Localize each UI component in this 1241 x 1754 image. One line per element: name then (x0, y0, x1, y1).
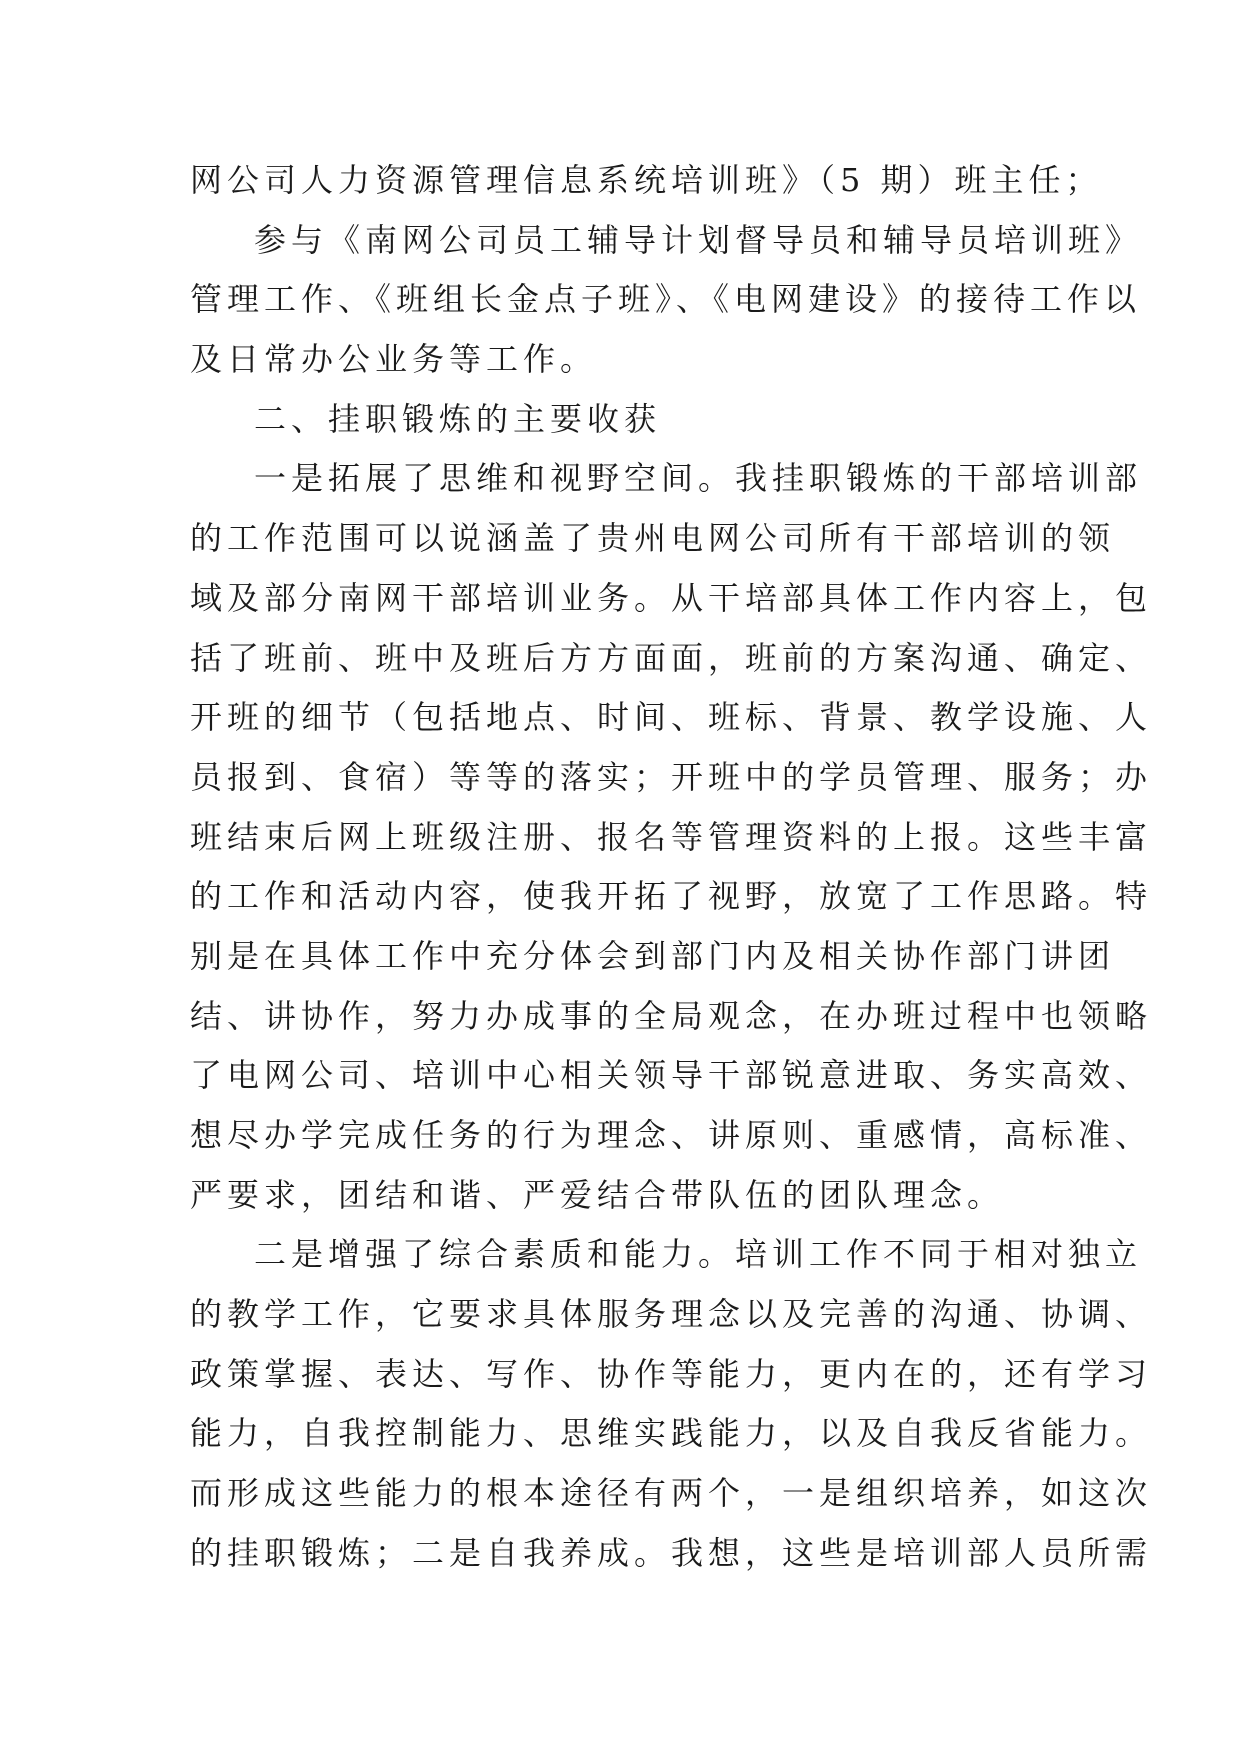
text-line: 管理工作、《班组长金点子班》、《电网建设》的接待工作以 (190, 280, 1142, 319)
text-line: 别是在具体工作中充分体会到部门内及相关协作部门讲团 (190, 936, 1116, 975)
text-line: 一是拓展了思维和视野空间。我挂职锻炼的干部培训部 (254, 459, 1143, 498)
text-line: 域及部分南网干部培训业务。从干培部具体工作内容上，包 (190, 578, 1153, 617)
text-line: 网公司人力资源管理信息系统培训班》（5 期）班主任； (190, 161, 1103, 199)
text-line: 了电网公司、培训中心相关领导干部锐意进取、务实高效、 (190, 1056, 1153, 1095)
document-body (190, 160, 1153, 1593)
text-line: 能力，自我控制能力、思维实践能力，以及自我反省能力。 (190, 1414, 1153, 1453)
text-line: 员报到、食宿）等等的落实；开班中的学员管理、服务；办 (190, 757, 1153, 796)
text-line: 二是增强了综合素质和能力。培训工作不同于相对独立 (254, 1235, 1143, 1274)
text-line: 的工作范围可以说涵盖了贵州电网公司所有干部培训的领 (190, 519, 1116, 558)
text-line: 的教学工作，它要求具体服务理念以及完善的沟通、协调、 (190, 1295, 1153, 1334)
text-line: 想尽办学完成任务的行为理念、讲原则、重感情，高标准、 (190, 1116, 1153, 1154)
text-line: 而形成这些能力的根本途径有两个，一是组织培养，如这次 (190, 1474, 1153, 1513)
text-line: 参与《南网公司员工辅导计划督导员和辅导员培训班》 (254, 220, 1143, 259)
text-line: 的挂职锻炼；二是自我养成。我想，这些是培训部人员所需 (190, 1533, 1153, 1572)
text-line: 政策掌握、表达、写作、协作等能力，更内在的，还有学习 (190, 1354, 1153, 1393)
text-line: 严要求，团结和谐、严爱结合带队伍的团队理念。 (190, 1175, 1005, 1214)
text-line: 及日常办公业务等工作。 (190, 340, 598, 379)
text-line: 班结束后网上班级注册、报名等管理资料的上报。这些丰富 (190, 817, 1153, 856)
text-line: 括了班前、班中及班后方方面面，班前的方案沟通、确定、 (190, 638, 1153, 677)
section-heading: 二、挂职锻炼的主要收获 (254, 399, 662, 438)
text-line: 的工作和活动内容，使我开拓了视野，放宽了工作思路。特 (190, 877, 1153, 916)
text-line: 开班的细节（包括地点、时间、班标、背景、教学设施、人 (190, 698, 1153, 737)
text-line: 结、讲协作，努力办成事的全局观念，在办班过程中也领略 (190, 996, 1153, 1035)
